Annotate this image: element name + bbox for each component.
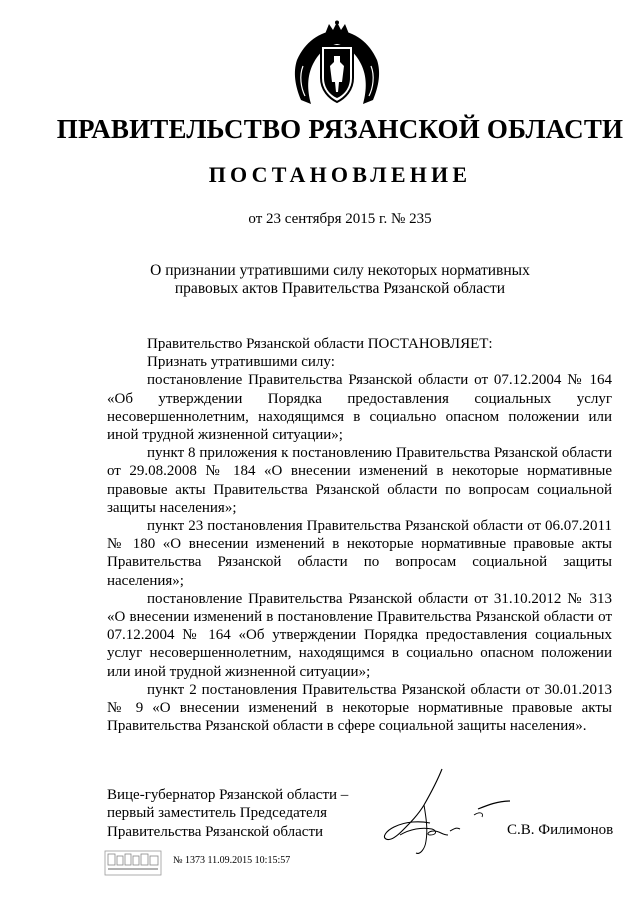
coat-of-arms-icon: [289, 20, 385, 110]
body-paragraph: Признать утратившими силу:: [147, 354, 335, 371]
body-paragraph: пункт 2 постановления Правительства Рязанской области от 30.01.2013 № 9 «О внесении изменений в некоторые нормативные правовые акты Правительства Рязанской области в сфере социальной защиты населения».: [107, 681, 612, 735]
signer-name: С.В. Филимонов: [507, 822, 614, 838]
body-paragraph: Правительство Рязанской области ПОСТАНОВЛЯЕТ:: [147, 336, 493, 352]
government-title: ПРАВИТЕЛЬСТВО РЯЗАНСКОЙ ОБЛАСТИ: [56, 114, 624, 144]
document-subject: [0, 262, 640, 298]
subject-line-1: О признании утратившими силу некоторых нормативных: [150, 262, 530, 279]
body-paragraph: пункт 23 постановления Правительства Рязанской области от 06.07.2011 № 180 «О внесении изменений в некоторые нормативные правовые акты Правительства Рязанской области по вопросам социальной защиты населения»;: [107, 518, 612, 589]
signer-position-line-3: Правительства Рязанской области: [107, 823, 324, 840]
handwritten-signature-icon: [380, 765, 515, 860]
signer-position: [107, 786, 348, 841]
document-body: [107, 335, 612, 735]
registry-stamp-icon: [104, 850, 162, 876]
signer-position-line-1: Вице-губернатор Рязанской области –: [107, 787, 349, 803]
signer-position-line-2: первый заместитель Председателя: [107, 805, 327, 822]
body-paragraph: постановление Правительства Рязанской области от 31.10.2012 № 313 «О внесении изменений в постановление Правительства Рязанской области от 07.12.2004 № 164 «Об утверждении Порядка предоставления социальных услуг несовершеннолетним, находящимся в социально опасном положении или иной трудной жизненной ситуации»;: [107, 590, 612, 680]
registration-meta: № 1373 11.09.2015 10:15:57: [173, 855, 291, 866]
body-paragraph: постановление Правительства Рязанской области от 07.12.2004 № 164 «Об утверждении Порядка предоставления социальных услуг несовершеннолетним, находящимся в социально опасном положении или иной трудной жизненной ситуации»;: [107, 372, 612, 444]
document-type: ПОСТАНОВЛЕНИЕ: [208, 162, 472, 187]
document-date-number: от 23 сентября 2015 г. № 235: [248, 211, 432, 227]
body-paragraph: пункт 8 приложения к постановлению Правительства Рязанской области от 29.08.2008 № 184 «О внесении изменений в некоторые нормативные правовые акты Правительства Рязанской области по вопросам социальной защиты населения»;: [107, 445, 612, 516]
subject-line-2: правовых актов Правительства Рязанской области: [174, 280, 506, 297]
